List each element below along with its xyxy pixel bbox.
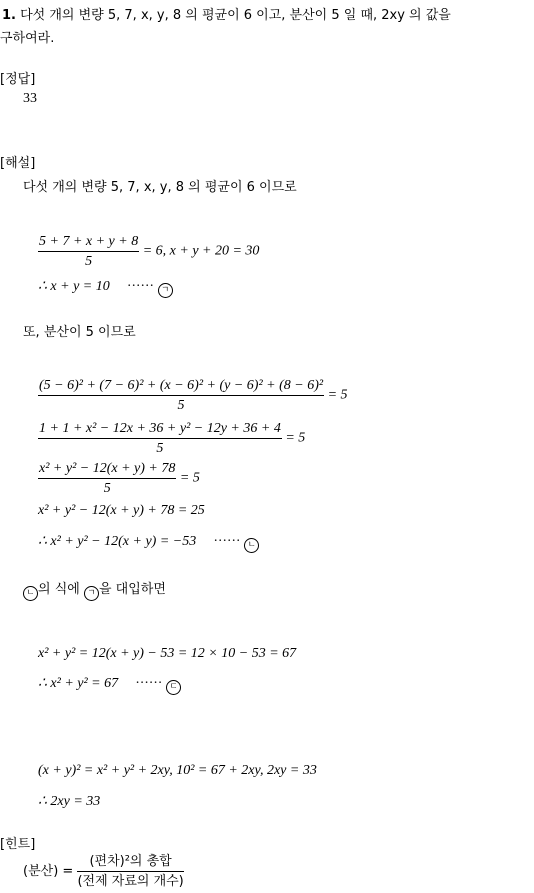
square-expansion-line: (x + y)² = x² + y² + 2xy, 10² = 67 + 2xy, 2xy = 33 [38,763,317,778]
answer-value: 33 [23,91,37,106]
dots-1: ······ [127,279,155,294]
variance-fraction [38,377,324,414]
therefore-line-4: ∴ 2xy = 33 [38,794,101,809]
circled-nieun-icon: ㄴ [23,586,38,601]
therefore-line-3 [38,675,181,695]
mean-rhs: = 6, x + y + 20 = 30 [142,243,260,259]
therefore-line-1 [38,278,173,298]
therefore-line-2 [38,533,259,553]
simplified-denominator: 5 [103,481,111,496]
variance-rhs: = 5 [327,387,348,403]
problem-number: 1. [2,8,16,23]
mean-denominator: 5 [85,254,93,269]
substitution-text [23,578,166,601]
hint-formula [23,853,184,890]
therefore-2-text: ∴ x² + y² − 12(x + y) = −53 [38,534,197,549]
mean-fraction [38,233,139,270]
dots-3: ······ [135,676,163,691]
problem-line-1 [2,4,451,23]
simplified-numerator: x² + y² − 12(x + y) + 78 [38,460,176,479]
simplified-rhs: = 5 [179,470,200,486]
hint-denominator: (전제 자료의 개수) [77,874,184,889]
substitution-part-a: 의 식에 [38,582,80,597]
solution-intro: 다섯 개의 변량 5, 7, x, y, 8 의 평균이 6 이므로 [23,180,297,195]
expanded-numerator: 1 + 1 + x² − 12x + 36 + y² − 12y + 36 + 4 [38,420,282,439]
dots-2: ······ [213,534,241,549]
therefore-3-text: ∴ x² + y² = 67 [38,676,119,691]
circled-digeut-icon: ㄷ [166,680,181,695]
problem-line-2: 구하여라. [0,31,55,46]
hint-lhs: (분산) = [23,864,74,879]
hint-label: [힌트] [0,837,36,852]
circled-nieun-icon: ㄴ [244,538,259,553]
mean-equation [38,233,259,270]
simplified-fraction [38,460,176,497]
expanded-rhs: = 5 [285,430,306,446]
variance-intro: 또, 분산이 5 이므로 [23,325,136,340]
equation-line: x² + y² − 12(x + y) + 78 = 25 [38,503,205,518]
answer-label: [정답] [0,72,36,87]
circled-giyeok-icon: ㄱ [158,283,173,298]
circled-giyeok-icon: ㄱ [84,586,99,601]
variance-equation [38,377,348,414]
variance-numerator: (5 − 6)² + (7 − 6)² + (x − 6)² + (y − 6)² + (8 − 6)² [38,377,324,396]
hint-fraction [77,853,183,890]
solution-label: [해설] [0,156,36,171]
therefore-1-text: ∴ x + y = 10 [38,279,110,294]
expanded-fraction [38,420,282,457]
substitution-part-b: 을 대입하면 [98,582,166,597]
sum-of-squares-line: x² + y² = 12(x + y) − 53 = 12 × 10 − 53 = 67 [38,646,297,661]
mean-numerator: 5 + 7 + x + y + 8 [38,233,139,252]
hint-numerator: (편차)²의 총합 [77,853,183,872]
variance-denominator: 5 [177,398,185,413]
problem-text: 다섯 개의 변량 5, 7, x, y, 8 의 평균이 6 이고, 분산이 5 일 때, 2xy 의 값을 [20,8,451,23]
expanded-denominator: 5 [156,441,164,456]
expanded-equation [38,420,305,457]
simplified-equation [38,460,200,497]
